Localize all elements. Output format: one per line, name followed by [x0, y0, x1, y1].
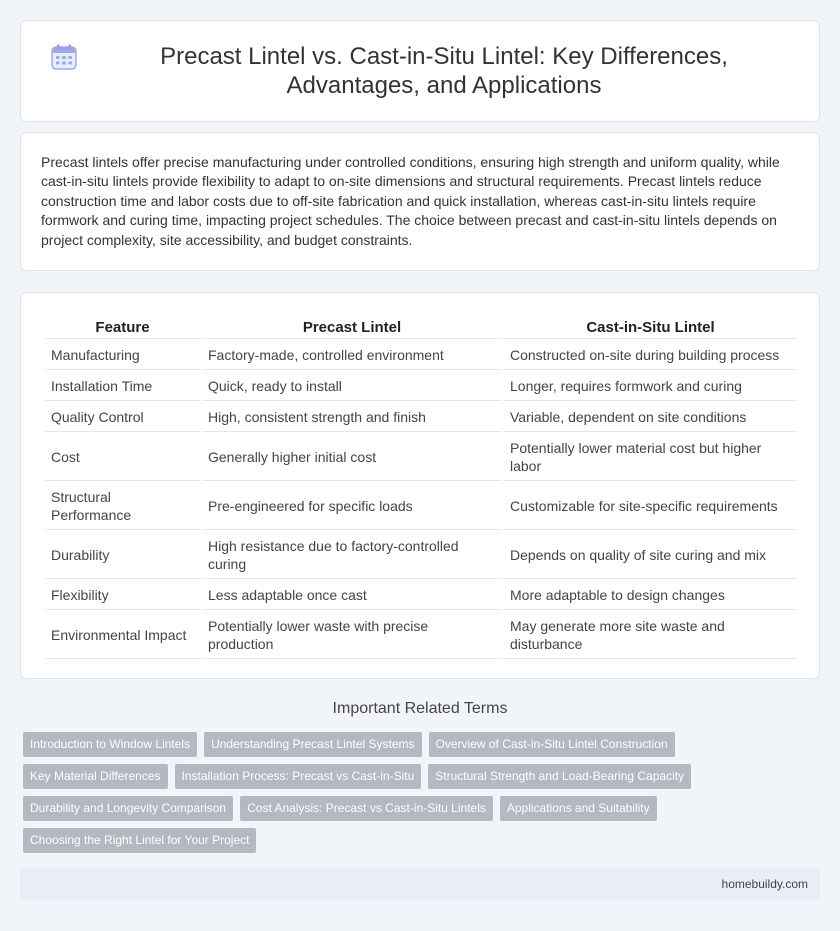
related-term-tag[interactable]: Cost Analysis: Precast vs Cast-in-Situ Lintels [240, 796, 493, 821]
precast-cell: Factory-made, controlled environment [202, 341, 502, 370]
precast-cell: High resistance due to factory-controlled curing [202, 532, 502, 579]
feature-cell: Environmental Impact [45, 612, 200, 659]
related-term-tag[interactable]: Durability and Longevity Comparison [23, 796, 233, 821]
comparison-table [43, 313, 799, 661]
cast-in-situ-cell: Constructed on-site during building process [504, 341, 797, 370]
precast-cell: Pre-engineered for specific loads [202, 483, 502, 530]
feature-cell: Manufacturing [45, 341, 200, 370]
table-row [45, 612, 797, 659]
related-term-tag[interactable]: Choosing the Right Lintel for Your Project [23, 828, 256, 853]
precast-cell: Generally higher initial cost [202, 434, 502, 481]
table-header-row [45, 315, 797, 339]
related-term-tag[interactable]: Understanding Precast Lintel Systems [204, 732, 421, 757]
summary-text: Precast lintels offer precise manufacturing under controlled conditions, ensuring high strength and uniform quality, while cast-in-situ lintels provide flexibility to adapt to on-site dimensions and structural requirements. Precast lintels reduce construction time and labor costs due to off-site fabrication and quick installation, whereas cast-in-situ lintels require formwork and curing time, impacting project schedules. The choice between precast and cast-in-situ lintels depends on project complexity, site accessibility, and budget constraints. [41, 154, 780, 248]
precast-cell: High, consistent strength and finish [202, 403, 502, 432]
table-row [45, 532, 797, 579]
related-term-tag[interactable]: Key Material Differences [23, 764, 168, 789]
title-card [20, 20, 820, 122]
precast-cell: Less adaptable once cast [202, 581, 502, 610]
table-row [45, 434, 797, 481]
calendar-icon [51, 44, 77, 70]
cast-in-situ-cell: More adaptable to design changes [504, 581, 797, 610]
precast-cell: Potentially lower waste with precise production [202, 612, 502, 659]
column-header-cast-in-situ: Cast-in-Situ Lintel [504, 315, 797, 339]
related-terms-list [20, 732, 820, 860]
related-terms-section [20, 700, 820, 860]
table-row [45, 581, 797, 610]
feature-cell: Cost [45, 434, 200, 481]
table-row [45, 403, 797, 432]
cast-in-situ-cell: Customizable for site-specific requirements [504, 483, 797, 530]
related-term-tag[interactable]: Overview of Cast-in-Situ Lintel Construction [429, 732, 675, 757]
cast-in-situ-cell: Potentially lower material cost but higher labor [504, 434, 797, 481]
table-row [45, 372, 797, 401]
related-term-tag[interactable]: Introduction to Window Lintels [23, 732, 197, 757]
page-title: Precast Lintel vs. Cast-in-Situ Lintel: Key Differences, Advantages, and Applications [160, 43, 728, 99]
cast-in-situ-cell: Variable, dependent on site conditions [504, 403, 797, 432]
summary-card [20, 132, 820, 271]
cast-in-situ-cell: May generate more site waste and disturbance [504, 612, 797, 659]
related-term-tag[interactable]: Installation Process: Precast vs Cast-in-Situ [175, 764, 422, 789]
cast-in-situ-cell: Depends on quality of site curing and mix [504, 532, 797, 579]
table-row [45, 483, 797, 530]
precast-cell: Quick, ready to install [202, 372, 502, 401]
feature-cell: Flexibility [45, 581, 200, 610]
column-header-precast: Precast Lintel [202, 315, 502, 339]
footer [20, 867, 820, 901]
column-header-feature: Feature [45, 315, 200, 339]
feature-cell: Installation Time [45, 372, 200, 401]
feature-cell: Durability [45, 532, 200, 579]
related-term-tag[interactable]: Structural Strength and Load-Bearing Capacity [428, 764, 691, 789]
feature-cell: Quality Control [45, 403, 200, 432]
footer-brand[interactable]: homebuildy.com [721, 877, 808, 891]
cast-in-situ-cell: Longer, requires formwork and curing [504, 372, 797, 401]
feature-cell: Structural Performance [45, 483, 200, 530]
related-term-tag[interactable]: Applications and Suitability [500, 796, 657, 821]
table-row [45, 341, 797, 370]
comparison-card [20, 292, 820, 679]
related-terms-title: Important Related Terms [332, 700, 508, 717]
